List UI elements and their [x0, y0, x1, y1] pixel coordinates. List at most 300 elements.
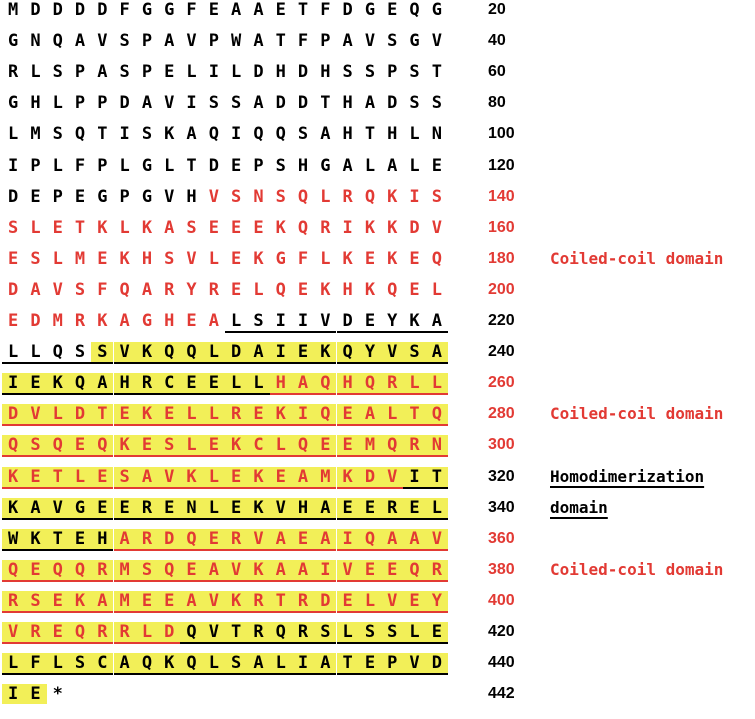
residue: H — [337, 373, 359, 395]
residue: Q — [426, 404, 448, 426]
residue: A — [270, 560, 292, 582]
residue: R — [164, 279, 175, 300]
residue: D — [426, 653, 448, 675]
residue: L — [203, 342, 225, 364]
residue: D — [342, 0, 353, 20]
residue: H — [141, 248, 153, 269]
residue: R — [114, 622, 136, 644]
residue: V — [431, 217, 442, 238]
residue: A — [119, 311, 130, 331]
sequence-row — [0, 591, 755, 617]
residue: Q — [381, 435, 403, 457]
residue: W — [2, 529, 24, 551]
residue: P — [97, 93, 108, 114]
residue: E — [47, 591, 69, 613]
residue: L — [47, 653, 69, 675]
residue: Q — [387, 279, 398, 300]
residue: V — [247, 529, 269, 551]
residue: K — [275, 217, 286, 238]
residue: R — [320, 217, 331, 238]
residue: E — [47, 622, 69, 644]
residue: E — [314, 435, 336, 457]
residue: L — [320, 186, 331, 207]
residue: R — [91, 560, 113, 582]
residue: P — [208, 31, 219, 52]
residue: G — [69, 498, 91, 520]
residue: A — [359, 404, 381, 426]
residue: A — [253, 31, 264, 52]
residue: S — [141, 124, 153, 145]
residue: K — [387, 186, 398, 207]
residue: A — [74, 31, 86, 52]
residue: V — [158, 467, 180, 489]
residue: V — [381, 591, 403, 613]
residue: S — [164, 248, 175, 269]
residue: S — [403, 342, 425, 364]
residue: D — [387, 93, 398, 114]
position-number: 280 — [488, 405, 515, 423]
residue: A — [208, 311, 219, 331]
residue: H — [297, 155, 309, 176]
residue: E — [24, 684, 46, 704]
residue: R — [74, 311, 86, 331]
residue: K — [158, 653, 180, 675]
residue: A — [387, 155, 398, 176]
homodimerization-label: domain — [550, 497, 608, 517]
residue: G — [141, 311, 153, 331]
residue: I — [409, 186, 420, 207]
residue: S — [208, 93, 219, 114]
residue: A — [231, 0, 242, 20]
residue: H — [387, 124, 398, 145]
position-number: 60 — [488, 63, 506, 81]
residue: R — [426, 560, 448, 582]
residue: S — [409, 93, 420, 114]
residue: L — [231, 62, 242, 83]
residue: D — [97, 0, 108, 20]
residue: H — [91, 529, 113, 551]
residue: R — [8, 62, 19, 83]
residue: K — [364, 217, 376, 238]
residue: H — [342, 124, 353, 145]
residue: Q — [337, 342, 359, 364]
residue: L — [203, 653, 225, 675]
sequence-row — [0, 62, 755, 88]
residue: K — [114, 435, 136, 457]
residue: S — [275, 186, 286, 207]
residue: K — [2, 467, 24, 489]
residue: K — [314, 342, 336, 364]
residue: T — [337, 653, 359, 675]
position-number: 80 — [488, 94, 506, 112]
residue: E — [8, 311, 19, 331]
residue: I — [270, 342, 292, 364]
position-number: 20 — [488, 1, 506, 18]
residue: R — [292, 622, 314, 644]
residue: L — [270, 435, 292, 457]
residue: K — [136, 342, 158, 364]
residue: Q — [253, 124, 264, 145]
residue: Q — [91, 435, 113, 457]
residue: A — [247, 342, 269, 364]
coiled-coil-label: Coiled-coil domain — [550, 404, 724, 424]
residue: A — [164, 31, 175, 52]
residue: W — [231, 31, 242, 52]
residue: L — [403, 622, 425, 644]
residue: Q — [47, 435, 69, 457]
residue: D — [74, 0, 86, 20]
residue: S — [158, 435, 180, 457]
residue: I — [292, 404, 314, 426]
residue: E — [403, 591, 425, 613]
residue: Q — [270, 622, 292, 644]
residue: Q — [208, 124, 219, 145]
residue: A — [270, 529, 292, 551]
residue: K — [164, 124, 175, 145]
residue: K — [320, 279, 331, 300]
position-number: 220 — [488, 312, 515, 329]
residue: L — [203, 467, 225, 489]
residue: Y — [186, 279, 197, 300]
residue: V — [208, 186, 219, 207]
residue: N — [253, 186, 264, 207]
sequence-row — [0, 498, 755, 524]
residue: Q — [47, 342, 69, 364]
residue: P — [253, 155, 264, 176]
residue: A — [91, 591, 113, 613]
residue: T — [74, 217, 86, 238]
residue: V — [164, 93, 175, 114]
residue: A — [426, 311, 448, 333]
residue: R — [91, 622, 113, 644]
residue: H — [342, 93, 353, 114]
residue: Q — [158, 560, 180, 582]
residue: K — [141, 217, 153, 238]
residue: E — [292, 529, 314, 551]
residue: A — [292, 467, 314, 489]
residue: T — [97, 124, 108, 145]
residue: E — [52, 217, 63, 238]
residue: Q — [292, 435, 314, 457]
residue: F — [297, 248, 309, 269]
residue: L — [337, 622, 359, 644]
residue: M — [74, 248, 86, 269]
residue: I — [292, 653, 314, 675]
residue: Q — [74, 124, 86, 145]
residue: E — [24, 560, 46, 582]
residue: D — [119, 93, 130, 114]
residue: Q — [180, 342, 202, 364]
sequence-row — [0, 31, 755, 57]
residue: V — [403, 653, 425, 675]
residue: P — [30, 155, 41, 176]
residue: V — [364, 31, 376, 52]
residue: I — [403, 467, 425, 489]
residue: P — [141, 31, 153, 52]
residue: T — [47, 529, 69, 551]
residue: L — [426, 373, 448, 395]
residue: E — [158, 498, 180, 520]
residue: A — [253, 0, 264, 20]
residue: S — [52, 124, 63, 145]
residue: E — [359, 311, 381, 333]
residue: D — [314, 591, 336, 613]
residue: T — [426, 467, 448, 489]
residue: E — [8, 248, 19, 269]
residue: K — [253, 248, 264, 269]
residue: D — [297, 62, 309, 83]
residue: D — [8, 186, 19, 207]
residue: E — [74, 186, 86, 207]
residue: R — [136, 529, 158, 551]
residue: I — [208, 62, 219, 83]
residue: T — [431, 62, 442, 83]
residue: K — [337, 467, 359, 489]
residue: Y — [381, 311, 403, 333]
residue: L — [270, 653, 292, 675]
residue: Q — [297, 217, 309, 238]
residue: Q — [2, 560, 24, 582]
residue: V — [337, 560, 359, 582]
residue: E — [164, 62, 175, 83]
residue: E — [225, 498, 247, 520]
residue: E — [208, 0, 219, 20]
residue: V — [381, 467, 403, 489]
residue: S — [24, 435, 46, 457]
residue: E — [231, 279, 242, 300]
residue: E — [247, 404, 269, 426]
coiled-coil-label: Coiled-coil domain — [550, 559, 724, 579]
residue: G — [8, 93, 19, 114]
residue: S — [342, 62, 353, 83]
residue: V — [186, 248, 197, 269]
residue: S — [275, 155, 286, 176]
residue: L — [203, 404, 225, 426]
sequence-row — [0, 373, 755, 399]
residue: R — [225, 404, 247, 426]
sequence-row — [0, 218, 755, 244]
residue: T — [186, 155, 197, 176]
residue: F — [24, 653, 46, 675]
residue: S — [431, 93, 442, 114]
residue: A — [180, 591, 202, 613]
residue: R — [225, 529, 247, 551]
residue: R — [342, 186, 353, 207]
residue: D — [359, 467, 381, 489]
residue: V — [203, 591, 225, 613]
residue: Q — [275, 279, 286, 300]
residue: V — [52, 279, 63, 300]
residue: Y — [359, 342, 381, 364]
residue: Q — [409, 0, 420, 20]
residue: P — [74, 62, 86, 83]
residue: G — [164, 0, 175, 20]
residue: N — [30, 31, 41, 52]
residue: K — [270, 404, 292, 426]
residue: A — [141, 279, 153, 300]
residue: D — [69, 404, 91, 426]
residue: K — [180, 467, 202, 489]
residue: G — [431, 0, 442, 20]
position-number: 380 — [488, 560, 515, 578]
residue: A — [247, 653, 269, 675]
residue: T — [47, 467, 69, 489]
residue: R — [208, 279, 219, 300]
residue: D — [30, 311, 41, 331]
residue: S — [52, 62, 63, 83]
residue: Q — [52, 31, 63, 52]
residue: L — [208, 248, 219, 269]
position-number: 100 — [488, 125, 515, 143]
position-number: 160 — [488, 218, 515, 236]
residue: R — [24, 622, 46, 644]
residue: E — [431, 155, 442, 176]
residue: A — [403, 529, 425, 551]
residue: Q — [403, 560, 425, 582]
residue: D — [158, 622, 180, 644]
position-number: 300 — [488, 436, 515, 454]
residue: D — [208, 155, 219, 176]
residue: S — [359, 622, 381, 644]
residue: A — [97, 62, 108, 83]
residue: V — [47, 498, 69, 520]
residue: T — [297, 0, 309, 20]
residue: I — [342, 217, 353, 238]
residue: I — [186, 93, 197, 114]
residue: Q — [314, 373, 336, 395]
residue: E — [97, 248, 108, 269]
residue: G — [8, 31, 19, 52]
residue: I — [8, 155, 19, 176]
position-number: 340 — [488, 498, 515, 516]
residue: K — [136, 404, 158, 426]
residue: E — [225, 467, 247, 489]
residue: E — [270, 467, 292, 489]
sequence-row — [0, 156, 755, 182]
residue: P — [320, 31, 331, 52]
residue: L — [2, 342, 24, 364]
residue: G — [141, 0, 153, 20]
residue: S — [136, 560, 158, 582]
residue: S — [409, 62, 420, 83]
residue: D — [52, 0, 63, 20]
residue: K — [403, 311, 425, 333]
position-number: 440 — [488, 654, 515, 672]
residue: G — [409, 31, 420, 52]
residue: L — [136, 622, 158, 644]
residue: R — [381, 498, 403, 520]
residue: A — [320, 124, 331, 145]
residue: F — [320, 0, 331, 20]
residue: P — [97, 155, 108, 176]
residue: A — [141, 93, 153, 114]
residue: T — [275, 31, 286, 52]
residue: K — [247, 560, 269, 582]
residue: K — [247, 498, 269, 520]
residue: I — [119, 124, 130, 145]
residue: E — [158, 404, 180, 426]
residue: E — [337, 435, 359, 457]
sequence-row — [0, 280, 755, 306]
residue: A — [164, 217, 175, 238]
residue: N — [426, 435, 448, 457]
position-number: 260 — [488, 374, 515, 392]
residue: R — [247, 622, 269, 644]
residue: K — [387, 217, 398, 238]
residue: I — [292, 311, 314, 333]
residue: T — [91, 404, 113, 426]
position-number: 320 — [488, 467, 515, 485]
residue: E — [337, 404, 359, 426]
residue: L — [203, 498, 225, 520]
residue: S — [119, 31, 130, 52]
residue: K — [97, 217, 108, 238]
residue: S — [24, 591, 46, 613]
residue: E — [114, 404, 136, 426]
residue: M — [114, 591, 136, 613]
sequence-row — [0, 622, 755, 648]
residue: L — [247, 373, 269, 395]
residue: A — [342, 155, 353, 176]
residue: K — [225, 591, 247, 613]
residue: A — [381, 529, 403, 551]
sequence-row — [0, 435, 755, 461]
residue: A — [30, 279, 41, 300]
position-number: 120 — [488, 156, 515, 174]
residue: R — [136, 373, 158, 395]
residue: K — [387, 248, 398, 269]
residue: E — [136, 591, 158, 613]
residue: D — [297, 93, 309, 114]
residue: E — [69, 529, 91, 551]
residue: D — [30, 0, 41, 20]
residue: L — [52, 93, 63, 114]
residue: F — [297, 31, 309, 52]
residue: E — [409, 248, 420, 269]
residue: A — [91, 373, 113, 395]
residue: L — [164, 155, 175, 176]
residue: F — [97, 279, 108, 300]
position-number: 240 — [488, 343, 515, 361]
residue: Q — [275, 124, 286, 145]
residue: E — [91, 498, 113, 520]
residue: H — [186, 186, 197, 207]
residue: L — [119, 155, 130, 176]
residue: D — [8, 279, 19, 300]
residue: Q — [431, 248, 442, 269]
residue: L — [364, 155, 376, 176]
residue: M — [8, 0, 19, 20]
residue: E — [359, 498, 381, 520]
residue: V — [225, 560, 247, 582]
residue: L — [69, 467, 91, 489]
residue: S — [69, 342, 91, 364]
residue: L — [253, 279, 264, 300]
residue: V — [2, 622, 24, 644]
residue: R — [292, 591, 314, 613]
residue: T — [403, 404, 425, 426]
coiled-coil-label: Coiled-coil domain — [550, 248, 724, 268]
residue: Y — [426, 591, 448, 613]
residue: G — [320, 155, 331, 176]
residue: R — [403, 435, 425, 457]
residue: S — [297, 124, 309, 145]
residue: L — [180, 435, 202, 457]
residue: E — [337, 498, 359, 520]
residue: E — [203, 373, 225, 395]
residue: Q — [119, 279, 130, 300]
residue: S — [431, 186, 442, 207]
